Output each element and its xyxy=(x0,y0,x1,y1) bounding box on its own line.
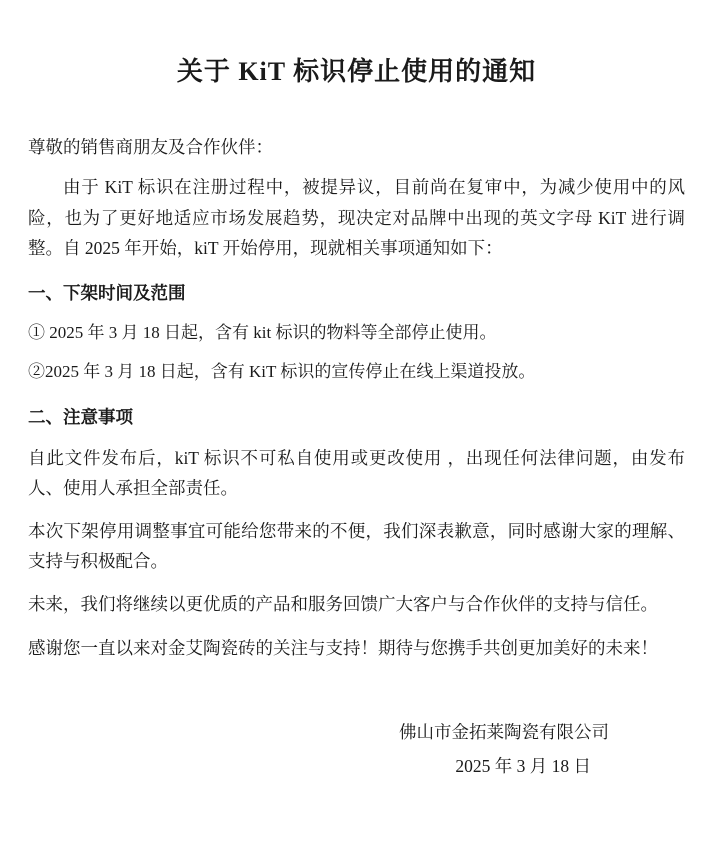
list-item: ① 2025 年 3 月 18 日起，含有 kit 标识的物料等全部停止使用。 xyxy=(28,322,497,342)
page-title: 关于 KiT 标识停止使用的通知 xyxy=(176,57,537,86)
document-body xyxy=(28,132,685,662)
notice-paragraph: 自此文件发布后，kiT 标识不可私自使用或更改使用 ，出现任何法律问题，由发布人、使用人承担全部责任。 xyxy=(28,448,685,499)
salutation: 尊敬的销售商朋友及合作伙伴： xyxy=(28,137,273,158)
section-heading-2: 二、注意事项 xyxy=(28,407,133,428)
intro-paragraph: 由于 KiT 标识在注册过程中，被提异议，目前尚在复审中，为减少使用中的风险，也为了更好地适应市场发展趋势，现决定对品牌中出现的英文字母 KiT 进行调整。自 2025 年开始，kiT 开始停用，现就相关事项通知如下： xyxy=(28,177,685,258)
list-item: ②2025 年 3 月 18 日起，含有 KiT 标识的宣传停止在线上渠道投放。 xyxy=(28,362,536,382)
signature-block xyxy=(28,715,685,783)
signature-date: 2025 年 3 月 18 日 xyxy=(455,755,591,776)
notice-paragraph: 未来，我们将继续以更优质的产品和服务回馈广大客户与合作伙伴的支持与信任。 xyxy=(28,594,658,615)
notice-paragraph: 本次下架停用调整事宜可能给您带来的不便，我们深表歉意，同时感谢大家的理解、支持与积极配合。 xyxy=(28,521,685,572)
signature-company: 佛山市金拓莱陶瓷有限公司 xyxy=(399,721,609,742)
notice-paragraph: 感谢您一直以来对金艾陶瓷砖的关注与支持！期待与您携手共创更加美好的未来！ xyxy=(28,637,658,658)
section-heading-1: 一、下架时间及范围 xyxy=(28,282,186,303)
